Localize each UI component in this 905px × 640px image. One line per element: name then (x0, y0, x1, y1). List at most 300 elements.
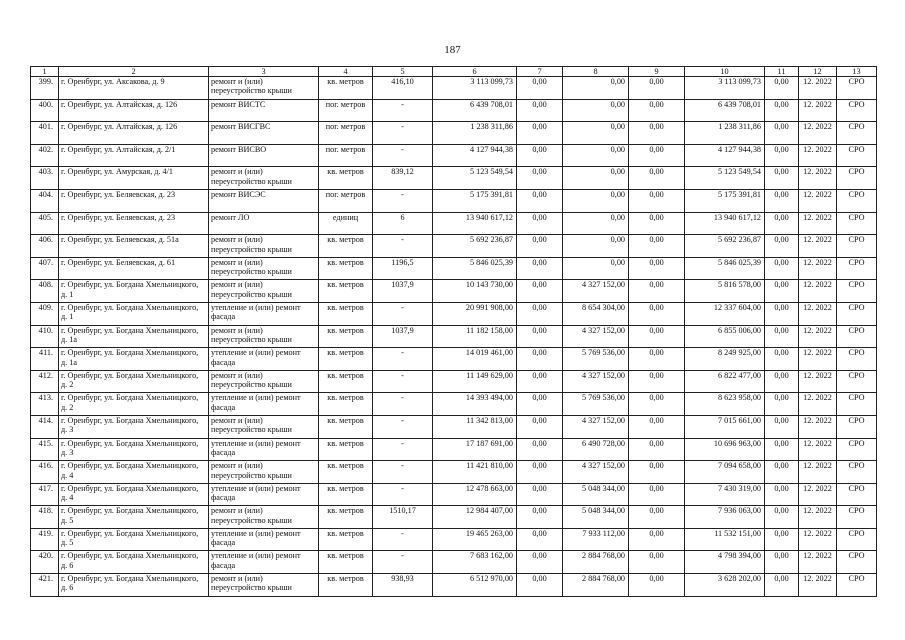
table-row (31, 370, 877, 393)
quantity-cell: - (373, 415, 433, 438)
address-cell: г. Оренбург, ул. Богдана Хмельницкого, д. 4 (59, 461, 209, 484)
quantity-cell: - (373, 144, 433, 167)
column-header: 10 (685, 67, 765, 77)
fund-cell: 0,00 (563, 122, 629, 145)
fund-cell: 6 490 728,00 (563, 438, 629, 461)
address-cell: г. Оренбург, ул. Беляевская, д. 51а (59, 235, 209, 258)
fund-cell: 0,00 (629, 506, 685, 529)
table-row (31, 212, 877, 235)
owner-funds-cell: 6 822 477,00 (685, 370, 765, 393)
address-cell: г. Оренбург, ул. Беляевская, д. 61 (59, 257, 209, 280)
fund-cell: 0,00 (517, 144, 563, 167)
address-cell: г. Оренбург, ул. Алтайская, д. 126 (59, 99, 209, 122)
quantity-cell: 1196,5 (373, 257, 433, 280)
owner-funds-cell: 3 113 099,73 (685, 77, 765, 100)
quantity-cell: - (373, 302, 433, 325)
column-header: 1 (31, 67, 59, 77)
term-cell: 12. 2022 (799, 189, 837, 212)
fund-cell: 0,00 (563, 212, 629, 235)
row-number-cell: 407. (31, 257, 59, 280)
method-cell: СРО (837, 438, 877, 461)
page-number: 187 (444, 44, 461, 56)
total-cost-cell: 3 113 099,73 (433, 77, 517, 100)
quantity-cell: - (373, 99, 433, 122)
row-number-cell: 410. (31, 325, 59, 348)
fund-cell: 0,00 (517, 122, 563, 145)
row-number-cell: 399. (31, 77, 59, 100)
work-type-cell: ремонт ВИСЭС (209, 189, 319, 212)
fund-cell: 4 327 152,00 (563, 280, 629, 303)
term-cell: 12. 2022 (799, 122, 837, 145)
owner-funds-cell: 4 798 394,00 (685, 551, 765, 574)
fund-cell: 0,00 (517, 99, 563, 122)
fund-cell: 4 327 152,00 (563, 370, 629, 393)
total-cost-cell: 5 692 236,87 (433, 235, 517, 258)
unit-cell: кв. метров (319, 393, 373, 416)
owner-funds-cell: 8 249 925,00 (685, 348, 765, 371)
method-cell: СРО (837, 528, 877, 551)
total-cost-cell: 19 465 263,00 (433, 528, 517, 551)
column-header: 9 (629, 67, 685, 77)
total-cost-cell: 6 512 970,00 (433, 574, 517, 597)
total-cost-cell: 5 175 391,81 (433, 189, 517, 212)
fund-cell: 0,00 (517, 551, 563, 574)
row-number-cell: 400. (31, 99, 59, 122)
unit-cell: кв. метров (319, 551, 373, 574)
column-header: 6 (433, 67, 517, 77)
table-row (31, 77, 877, 100)
total-cost-cell: 11 149 629,00 (433, 370, 517, 393)
quantity-cell: - (373, 235, 433, 258)
column-header: 2 (59, 67, 209, 77)
table-row (31, 483, 877, 506)
quantity-cell: 1037,9 (373, 280, 433, 303)
total-cost-cell: 6 439 708,01 (433, 99, 517, 122)
fund-cell: 0,00 (629, 99, 685, 122)
total-cost-cell: 11 342 813,00 (433, 415, 517, 438)
total-cost-cell: 5 846 025,39 (433, 257, 517, 280)
table-row (31, 415, 877, 438)
table-row (31, 302, 877, 325)
row-number-cell: 419. (31, 528, 59, 551)
unit-cell: пог. метров (319, 122, 373, 145)
fund-cell: 0,00 (629, 348, 685, 371)
owner-funds-cell: 5 123 549,54 (685, 167, 765, 190)
fund-cell: 0,00 (517, 280, 563, 303)
fund-cell: 0,00 (765, 77, 799, 100)
fund-cell: 5 048 344,00 (563, 483, 629, 506)
term-cell: 12. 2022 (799, 506, 837, 529)
fund-cell: 0,00 (629, 438, 685, 461)
address-cell: г. Оренбург, ул. Богдана Хмельницкого, д. 2 (59, 393, 209, 416)
work-type-cell: ремонт и (или) переустройство крыши (209, 325, 319, 348)
quantity-cell: - (373, 348, 433, 371)
unit-cell: кв. метров (319, 167, 373, 190)
owner-funds-cell: 1 238 311,86 (685, 122, 765, 145)
term-cell: 12. 2022 (799, 280, 837, 303)
fund-cell: 0,00 (517, 506, 563, 529)
fund-cell: 0,00 (629, 528, 685, 551)
quantity-cell: - (373, 551, 433, 574)
total-cost-cell: 11 182 158,00 (433, 325, 517, 348)
fund-cell: 0,00 (563, 189, 629, 212)
table-row (31, 122, 877, 145)
term-cell: 12. 2022 (799, 348, 837, 371)
quantity-cell: 1510,17 (373, 506, 433, 529)
fund-cell: 0,00 (765, 574, 799, 597)
address-cell: г. Оренбург, ул. Богдана Хмельницкого, д. 1а (59, 325, 209, 348)
fund-cell: 0,00 (629, 257, 685, 280)
method-cell: СРО (837, 122, 877, 145)
unit-cell: кв. метров (319, 280, 373, 303)
table-row (31, 280, 877, 303)
fund-cell: 0,00 (765, 551, 799, 574)
fund-cell: 0,00 (517, 325, 563, 348)
work-type-cell: утепление и (или) ремонт фасада (209, 551, 319, 574)
fund-cell: 0,00 (629, 189, 685, 212)
row-number-cell: 405. (31, 212, 59, 235)
owner-funds-cell: 10 696 963,00 (685, 438, 765, 461)
table-row (31, 506, 877, 529)
quantity-cell: 839,12 (373, 167, 433, 190)
fund-cell: 0,00 (765, 99, 799, 122)
method-cell: СРО (837, 99, 877, 122)
column-header: 8 (563, 67, 629, 77)
table-row (31, 461, 877, 484)
term-cell: 12. 2022 (799, 393, 837, 416)
work-type-cell: ремонт ВИСТС (209, 99, 319, 122)
total-cost-cell: 11 421 810,00 (433, 461, 517, 484)
total-cost-cell: 12 478 663,00 (433, 483, 517, 506)
fund-cell: 0,00 (629, 77, 685, 100)
quantity-cell: - (373, 528, 433, 551)
term-cell: 12. 2022 (799, 257, 837, 280)
unit-cell: кв. метров (319, 257, 373, 280)
method-cell: СРО (837, 506, 877, 529)
fund-cell: 0,00 (629, 302, 685, 325)
method-cell: СРО (837, 483, 877, 506)
method-cell: СРО (837, 370, 877, 393)
work-type-cell: ремонт и (или) переустройство крыши (209, 257, 319, 280)
fund-cell: 0,00 (765, 189, 799, 212)
term-cell: 12. 2022 (799, 235, 837, 258)
fund-cell: 8 654 304,00 (563, 302, 629, 325)
column-header: 4 (319, 67, 373, 77)
unit-cell: кв. метров (319, 325, 373, 348)
address-cell: г. Оренбург, ул. Богдана Хмельницкого, д. 1а (59, 348, 209, 371)
fund-cell: 0,00 (517, 393, 563, 416)
unit-cell: кв. метров (319, 370, 373, 393)
fund-cell: 0,00 (629, 461, 685, 484)
method-cell: СРО (837, 348, 877, 371)
fund-cell: 4 327 152,00 (563, 325, 629, 348)
row-number-cell: 415. (31, 438, 59, 461)
method-cell: СРО (837, 144, 877, 167)
total-cost-cell: 10 143 730,00 (433, 280, 517, 303)
unit-cell: пог. метров (319, 189, 373, 212)
fund-cell: 0,00 (563, 77, 629, 100)
term-cell: 12. 2022 (799, 325, 837, 348)
fund-cell: 0,00 (517, 257, 563, 280)
fund-cell: 0,00 (765, 212, 799, 235)
method-cell: СРО (837, 235, 877, 258)
address-cell: г. Оренбург, ул. Беляевская, д. 23 (59, 212, 209, 235)
owner-funds-cell: 3 628 202,00 (685, 574, 765, 597)
owner-funds-cell: 11 532 151,00 (685, 528, 765, 551)
fund-cell: 0,00 (629, 235, 685, 258)
quantity-cell: 938,93 (373, 574, 433, 597)
fund-cell: 0,00 (765, 461, 799, 484)
address-cell: г. Оренбург, ул. Богдана Хмельницкого, д. 6 (59, 574, 209, 597)
table-row (31, 257, 877, 280)
fund-cell: 0,00 (517, 348, 563, 371)
fund-cell: 0,00 (765, 167, 799, 190)
method-cell: СРО (837, 551, 877, 574)
work-type-cell: утепление и (или) ремонт фасада (209, 438, 319, 461)
work-type-cell: ремонт и (или) переустройство крыши (209, 461, 319, 484)
fund-cell: 0,00 (765, 122, 799, 145)
method-cell: СРО (837, 574, 877, 597)
table-row (31, 325, 877, 348)
work-type-cell: ремонт и (или) переустройство крыши (209, 415, 319, 438)
term-cell: 12. 2022 (799, 415, 837, 438)
row-number-cell: 402. (31, 144, 59, 167)
term-cell: 12. 2022 (799, 551, 837, 574)
fund-cell: 0,00 (563, 144, 629, 167)
work-type-cell: ремонт и (или) переустройство крыши (209, 280, 319, 303)
row-number-cell: 403. (31, 167, 59, 190)
term-cell: 12. 2022 (799, 574, 837, 597)
fund-cell: 5 769 536,00 (563, 348, 629, 371)
method-cell: СРО (837, 461, 877, 484)
fund-cell: 5 769 536,00 (563, 393, 629, 416)
term-cell: 12. 2022 (799, 438, 837, 461)
quantity-cell: - (373, 483, 433, 506)
fund-cell: 0,00 (765, 144, 799, 167)
method-cell: СРО (837, 212, 877, 235)
fund-cell: 0,00 (517, 528, 563, 551)
fund-cell: 0,00 (765, 348, 799, 371)
unit-cell: кв. метров (319, 438, 373, 461)
table-row (31, 348, 877, 371)
unit-cell: пог. метров (319, 99, 373, 122)
total-cost-cell: 1 238 311,86 (433, 122, 517, 145)
work-type-cell: ремонт и (или) переустройство крыши (209, 167, 319, 190)
unit-cell: кв. метров (319, 483, 373, 506)
table-row (31, 167, 877, 190)
quantity-cell: 6 (373, 212, 433, 235)
owner-funds-cell: 4 127 944,38 (685, 144, 765, 167)
row-number-cell: 417. (31, 483, 59, 506)
fund-cell: 0,00 (517, 483, 563, 506)
address-cell: г. Оренбург, ул. Алтайская, д. 2/1 (59, 144, 209, 167)
address-cell: г. Оренбург, ул. Богдана Хмельницкого, д. 3 (59, 438, 209, 461)
owner-funds-cell: 6 855 006,00 (685, 325, 765, 348)
method-cell: СРО (837, 280, 877, 303)
total-cost-cell: 4 127 944,38 (433, 144, 517, 167)
row-number-cell: 408. (31, 280, 59, 303)
quantity-cell: - (373, 189, 433, 212)
quantity-cell: 416,10 (373, 77, 433, 100)
row-number-cell: 411. (31, 348, 59, 371)
owner-funds-cell: 7 094 658,00 (685, 461, 765, 484)
owner-funds-cell: 5 816 578,00 (685, 280, 765, 303)
term-cell: 12. 2022 (799, 483, 837, 506)
quantity-cell: 1037,9 (373, 325, 433, 348)
term-cell: 12. 2022 (799, 461, 837, 484)
row-number-cell: 421. (31, 574, 59, 597)
address-cell: г. Оренбург, ул. Амурская, д. 4/1 (59, 167, 209, 190)
address-cell: г. Оренбург, ул. Богдана Хмельницкого, д. 6 (59, 551, 209, 574)
work-type-cell: ремонт ЛО (209, 212, 319, 235)
fund-cell: 0,00 (563, 167, 629, 190)
total-cost-cell: 17 187 691,00 (433, 438, 517, 461)
row-number-cell: 409. (31, 302, 59, 325)
unit-cell: кв. метров (319, 302, 373, 325)
address-cell: г. Оренбург, ул. Богдана Хмельницкого, д. 3 (59, 415, 209, 438)
fund-cell: 0,00 (629, 144, 685, 167)
method-cell: СРО (837, 302, 877, 325)
column-header: 5 (373, 67, 433, 77)
term-cell: 12. 2022 (799, 167, 837, 190)
fund-cell: 0,00 (517, 77, 563, 100)
fund-cell: 0,00 (563, 235, 629, 258)
work-type-cell: утепление и (или) ремонт фасада (209, 393, 319, 416)
unit-cell: пог. метров (319, 144, 373, 167)
fund-cell: 0,00 (765, 235, 799, 258)
table-row (31, 551, 877, 574)
address-cell: г. Оренбург, ул. Богдана Хмельницкого, д. 5 (59, 528, 209, 551)
address-cell: г. Оренбург, ул. Богдана Хмельницкого, д. 4 (59, 483, 209, 506)
table-body (31, 77, 877, 597)
work-type-cell: утепление и (или) ремонт фасада (209, 483, 319, 506)
work-type-cell: утепление и (или) ремонт фасада (209, 302, 319, 325)
method-cell: СРО (837, 189, 877, 212)
unit-cell: кв. метров (319, 574, 373, 597)
fund-cell: 0,00 (517, 212, 563, 235)
method-cell: СРО (837, 257, 877, 280)
row-number-cell: 414. (31, 415, 59, 438)
fund-cell: 0,00 (517, 438, 563, 461)
fund-cell: 0,00 (517, 370, 563, 393)
fund-cell: 0,00 (765, 393, 799, 416)
total-cost-cell: 7 683 162,00 (433, 551, 517, 574)
total-cost-cell: 13 940 617,12 (433, 212, 517, 235)
owner-funds-cell: 7 015 661,00 (685, 415, 765, 438)
fund-cell: 0,00 (765, 483, 799, 506)
fund-cell: 0,00 (563, 257, 629, 280)
fund-cell: 7 933 112,00 (563, 528, 629, 551)
table-row (31, 144, 877, 167)
column-header: 11 (765, 67, 799, 77)
unit-cell: кв. метров (319, 235, 373, 258)
method-cell: СРО (837, 77, 877, 100)
total-cost-cell: 20 991 908,00 (433, 302, 517, 325)
table-row (31, 528, 877, 551)
fund-cell: 0,00 (765, 370, 799, 393)
owner-funds-cell: 5 846 025,39 (685, 257, 765, 280)
row-number-cell: 412. (31, 370, 59, 393)
row-number-cell: 420. (31, 551, 59, 574)
quantity-cell: - (373, 438, 433, 461)
fund-cell: 0,00 (765, 302, 799, 325)
fund-cell: 0,00 (517, 235, 563, 258)
work-type-cell: утепление и (или) ремонт фасада (209, 528, 319, 551)
term-cell: 12. 2022 (799, 370, 837, 393)
fund-cell: 0,00 (629, 325, 685, 348)
total-cost-cell: 5 123 549,54 (433, 167, 517, 190)
work-type-cell: утепление и (или) ремонт фасада (209, 348, 319, 371)
work-type-cell: ремонт и (или) переустройство крыши (209, 574, 319, 597)
fund-cell: 0,00 (765, 325, 799, 348)
fund-cell: 4 327 152,00 (563, 461, 629, 484)
quantity-cell: - (373, 461, 433, 484)
column-number-row (31, 67, 877, 77)
table-row (31, 235, 877, 258)
fund-cell: 0,00 (629, 483, 685, 506)
table-row (31, 393, 877, 416)
term-cell: 12. 2022 (799, 212, 837, 235)
row-number-cell: 404. (31, 189, 59, 212)
address-cell: г. Оренбург, ул. Богдана Хмельницкого, д. 1 (59, 302, 209, 325)
row-number-cell: 413. (31, 393, 59, 416)
capital-repair-table (30, 66, 877, 597)
fund-cell: 0,00 (629, 574, 685, 597)
address-cell: г. Оренбург, ул. Богдана Хмельницкого, д. 2 (59, 370, 209, 393)
fund-cell: 0,00 (765, 438, 799, 461)
address-cell: г. Оренбург, ул. Алтайская, д. 126 (59, 122, 209, 145)
fund-cell: 5 048 344,00 (563, 506, 629, 529)
work-type-cell: ремонт ВИСГВС (209, 122, 319, 145)
method-cell: СРО (837, 325, 877, 348)
term-cell: 12. 2022 (799, 77, 837, 100)
unit-cell: кв. метров (319, 348, 373, 371)
fund-cell: 0,00 (629, 551, 685, 574)
fund-cell: 0,00 (629, 370, 685, 393)
quantity-cell: - (373, 122, 433, 145)
term-cell: 12. 2022 (799, 144, 837, 167)
fund-cell: 0,00 (765, 280, 799, 303)
fund-cell: 0,00 (517, 574, 563, 597)
fund-cell: 0,00 (629, 122, 685, 145)
unit-cell: кв. метров (319, 77, 373, 100)
address-cell: г. Оренбург, ул. Богдана Хмельницкого, д. 5 (59, 506, 209, 529)
term-cell: 12. 2022 (799, 528, 837, 551)
unit-cell: единиц (319, 212, 373, 235)
row-number-cell: 406. (31, 235, 59, 258)
total-cost-cell: 14 393 494,00 (433, 393, 517, 416)
work-type-cell: ремонт и (или) переустройство крыши (209, 235, 319, 258)
fund-cell: 0,00 (629, 393, 685, 416)
column-header: 3 (209, 67, 319, 77)
quantity-cell: - (373, 393, 433, 416)
owner-funds-cell: 6 439 708,01 (685, 99, 765, 122)
fund-cell: 0,00 (629, 415, 685, 438)
work-type-cell: ремонт и (или) переустройство крыши (209, 77, 319, 100)
fund-cell: 0,00 (629, 167, 685, 190)
column-header: 7 (517, 67, 563, 77)
fund-cell: 0,00 (563, 99, 629, 122)
fund-cell: 0,00 (517, 415, 563, 438)
work-type-cell: ремонт ВИСВО (209, 144, 319, 167)
unit-cell: кв. метров (319, 528, 373, 551)
row-number-cell: 401. (31, 122, 59, 145)
row-number-cell: 416. (31, 461, 59, 484)
term-cell: 12. 2022 (799, 99, 837, 122)
owner-funds-cell: 7 936 063,00 (685, 506, 765, 529)
table-row (31, 99, 877, 122)
total-cost-cell: 12 984 407,00 (433, 506, 517, 529)
